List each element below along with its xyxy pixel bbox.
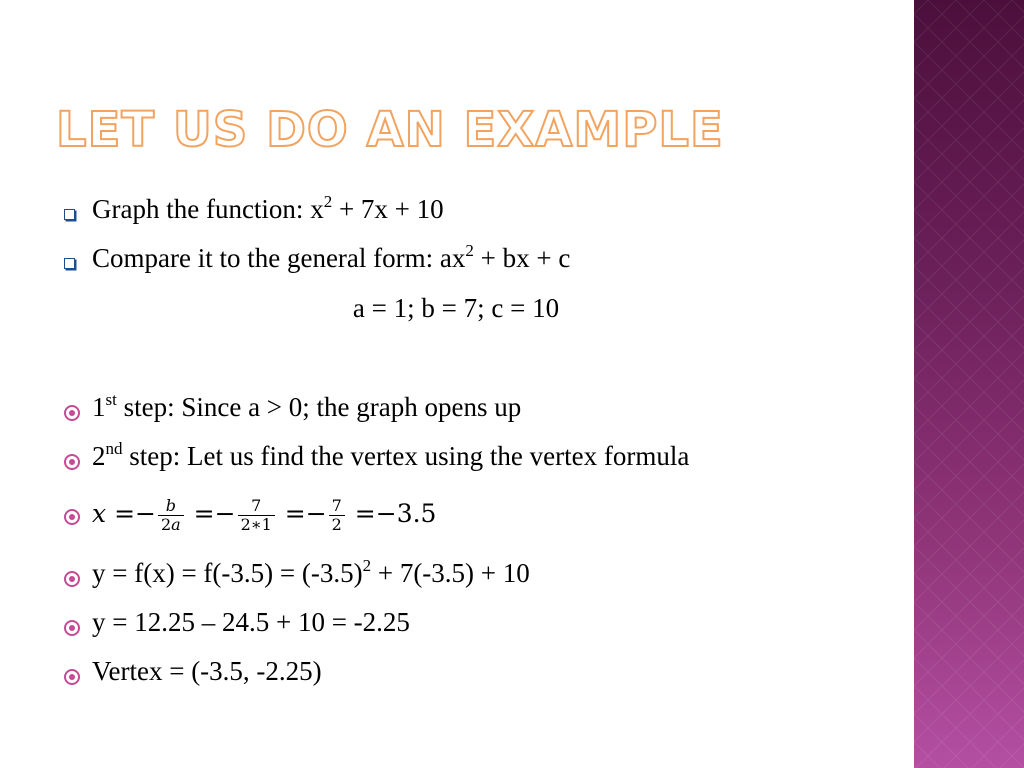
- decorative-side-band: [912, 0, 1024, 768]
- slide-title: LET US DO AN EXAMPLE: [56, 102, 724, 158]
- step-ordinal: nd: [105, 439, 123, 458]
- formula-fraction: [158, 497, 184, 534]
- step-superscript: 2: [362, 556, 372, 575]
- fraction-denominator: 2∗1: [238, 515, 275, 534]
- step-item: [62, 391, 521, 426]
- square-bullet-icon: [62, 196, 92, 228]
- step-text: step: Since a > 0; the graph opens up: [116, 392, 522, 422]
- fraction-denominator: 2a: [158, 515, 184, 534]
- step-number: 1: [92, 392, 106, 422]
- step-text: step: Let us find the vertex using the vertex formula: [122, 441, 690, 471]
- circle-bullet-icon: [62, 492, 92, 540]
- step-item: [62, 655, 322, 690]
- fraction-numerator: b: [165, 496, 176, 515]
- step-item: [62, 557, 530, 592]
- circle-bullet-icon: [62, 560, 92, 592]
- formula-minus: −: [135, 499, 156, 528]
- formula-minus: −: [214, 499, 236, 528]
- fraction-numerator: 7: [251, 496, 262, 515]
- fraction-denominator: 2: [329, 515, 345, 534]
- item-superscript: 2: [323, 192, 333, 211]
- item-text-end: + bx + c: [473, 243, 571, 273]
- circle-bullet-icon: [62, 443, 92, 475]
- circle-bullet-icon: [62, 394, 92, 426]
- formula-variable: x: [92, 499, 107, 528]
- circle-bullet-icon: [62, 658, 92, 690]
- step-text: y = f(x) = f(-3.5) = (-3.5): [92, 558, 363, 588]
- coefficients-line: a = 1; b = 7; c = 10: [352, 293, 560, 323]
- step-text-end: + 7(-3.5) + 10: [371, 558, 530, 588]
- formula-equals: =: [114, 499, 136, 528]
- item-text-end: + 7x + 10: [332, 194, 444, 224]
- formula-equals: =: [354, 499, 376, 528]
- circle-bullet-icon: [62, 609, 92, 641]
- square-bullet-icon: [62, 245, 92, 277]
- step-item: [62, 440, 689, 475]
- fraction-numerator: 7: [331, 496, 342, 515]
- formula-fraction: [238, 497, 275, 534]
- step-item: [62, 606, 410, 641]
- formula-fraction: [329, 497, 345, 534]
- vertex-result: Vertex = (-3.5, -2.25): [92, 656, 322, 686]
- formula-equals: =: [193, 499, 215, 528]
- formula-result: −3.5: [375, 499, 437, 528]
- item-superscript: 2: [465, 241, 474, 260]
- formula-equals: =: [284, 499, 306, 528]
- vertex-formula: [62, 490, 436, 540]
- step-text: y = 12.25 – 24.5 + 10 = -2.25: [92, 607, 410, 637]
- diamond-pattern: [914, 0, 1024, 768]
- step-ordinal: st: [105, 390, 117, 409]
- item-text: Compare it to the general form: ax: [92, 243, 466, 273]
- list-item: [62, 193, 444, 228]
- item-text: Graph the function: x: [92, 194, 324, 224]
- list-item: [62, 242, 570, 277]
- formula-minus: −: [305, 499, 327, 528]
- step-number: 2: [92, 441, 106, 471]
